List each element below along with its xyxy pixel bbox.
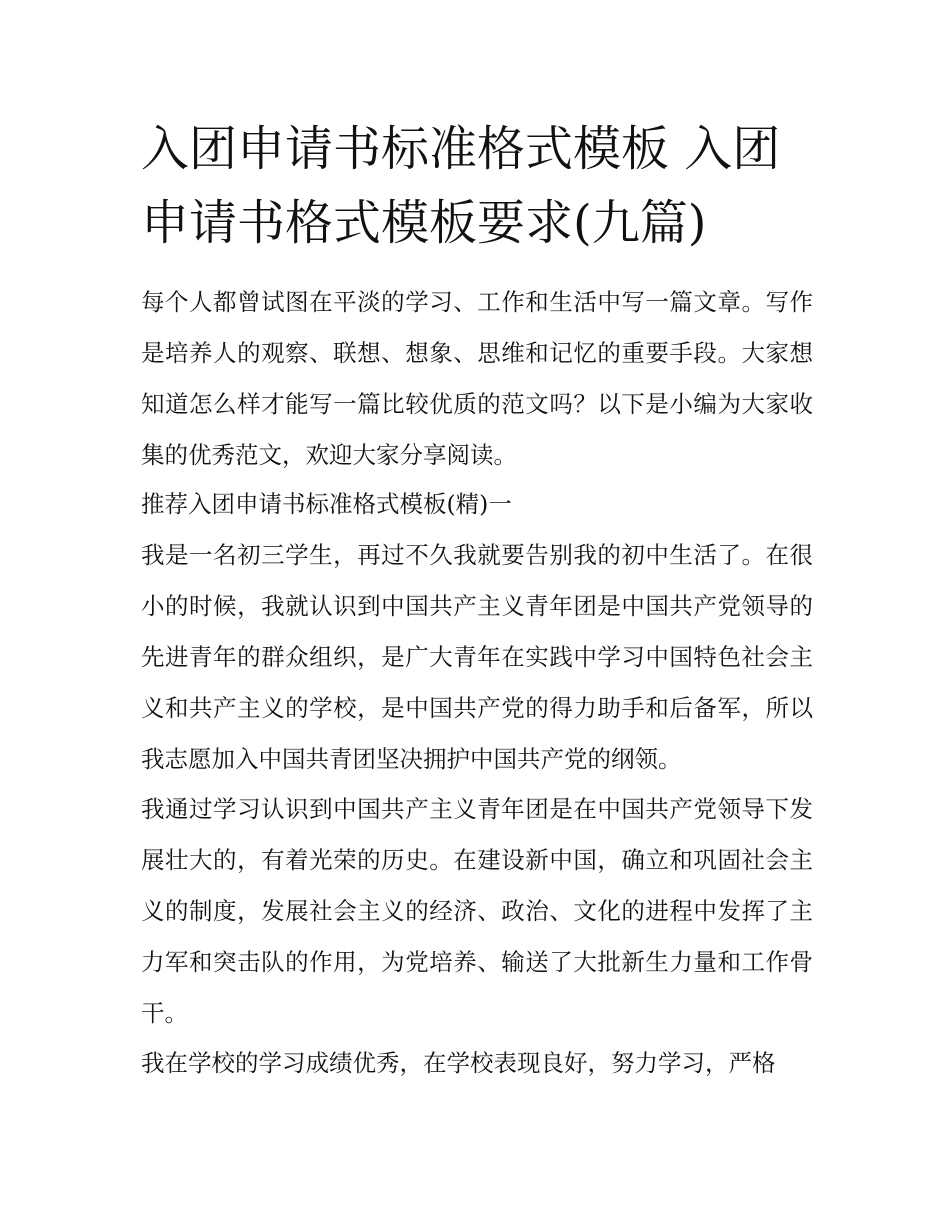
- intro-paragraph: 每个人都曾试图在平淡的学习、工作和生活中写一篇文章。写作是培养人的观察、联想、想象、思维和记忆的重要手段。大家想知道怎么样才能写一篇比较优质的范文吗？以下是小编为大家收集的优秀范文，欢迎大家分享阅读。: [141, 288, 813, 469]
- body-paragraph-3: 我在学校的学习成绩优秀，在学校表现良好，努力学习，严格: [141, 1049, 776, 1077]
- section-heading: 推荐入团申请书标准格式模板(精)一: [141, 490, 512, 518]
- body-paragraph-1: 我是一名初三学生，再过不久我就要告别我的初中生活了。在很小的时候，我就认识到中国共产主义青年团是中国共产党领导的先进青年的群众组织，是广大青年在实践中学习中国特色社会主义和共产主义的学校，是中国共产党的得力助手和后备军，所以我志愿加入中国共青团坚决拥护中国共产党的纲领。: [141, 541, 813, 773]
- document-title: 入团申请书标准格式模板 入团申请书格式模板要求(九篇): [141, 121, 781, 251]
- body-paragraph-2: 我通过学习认识到中国共产主义青年团是在中国共产党领导下发展壮大的，有着光荣的历史。在建设新中国，确立和巩固社会主义的制度，发展社会主义的经济、政治、文化的进程中发挥了主力军和突击队的作用，为党培养、输送了大批新生力量和工作骨干。: [141, 795, 813, 1027]
